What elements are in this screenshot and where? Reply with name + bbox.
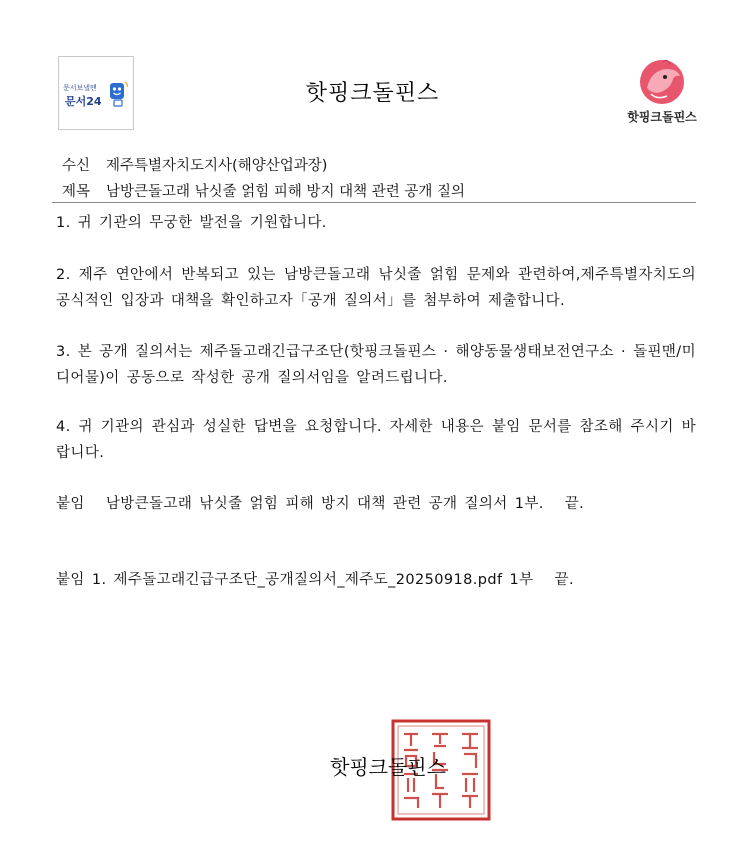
sender-name: 핫핑크돌핀스 [330, 755, 446, 779]
logo-tagline: 문서보낼땐 [63, 84, 97, 92]
logo-name: 문서24 [65, 95, 102, 108]
recipient-label: 수신 [62, 158, 91, 174]
attachment-file: 붙임 1. 제주돌고래긴급구조단_공개질의서_제주도_20250918.pdf 1부 끝. [56, 572, 574, 588]
attachment-note: 붙임 남방큰돌고래 낚싯줄 얽힘 피해 방지 대책 관련 공개 질의서 1부. 끝. [56, 496, 585, 512]
logo-brand-name: 핫핑크돌핀스 [627, 110, 697, 124]
header-divider [52, 202, 696, 203]
paragraph-1: 1. 귀 기관의 무궁한 발전을 기원합니다. [56, 215, 327, 231]
pink-dolphin-icon [637, 58, 687, 106]
subject-line [62, 180, 465, 201]
paragraph-4: 4. 귀 기관의 관심과 성실한 답변을 요청합니다. 자세한 내용은 붙임 문서를 참조해 주시기 바랍니다. [56, 419, 696, 461]
paragraph-3: 3. 본 공개 질의서는 제주돌고래긴급구조단(핫핑크돌핀스 · 해양동물생태보전연구소 · 돌핀맨/미디어물)이 공동으로 작성한 공개 질의서임을 알려드립니다. [56, 344, 696, 386]
hotpinkdolphins-logo [618, 58, 706, 130]
paragraph-2: 2. 제주 연안에서 반복되고 있는 남방큰돌고래 낚싯줄 얽힘 문제와 관련하여,제주특별자치도의 공식적인 입장과 대책을 확인하고자「공개 질의서」를 첨부하여 제출합니다. [56, 267, 696, 309]
page-title: 핫핑크돌핀스 [305, 81, 440, 106]
recipient-value: 제주특별자치도지사(해양산업과장) [106, 158, 328, 174]
recipient-line [62, 154, 327, 175]
subject-label: 제목 [62, 184, 91, 200]
subject-value: 남방큰돌고래 낚싯줄 얽힘 피해 방지 대책 관련 공개 질의 [106, 184, 466, 200]
